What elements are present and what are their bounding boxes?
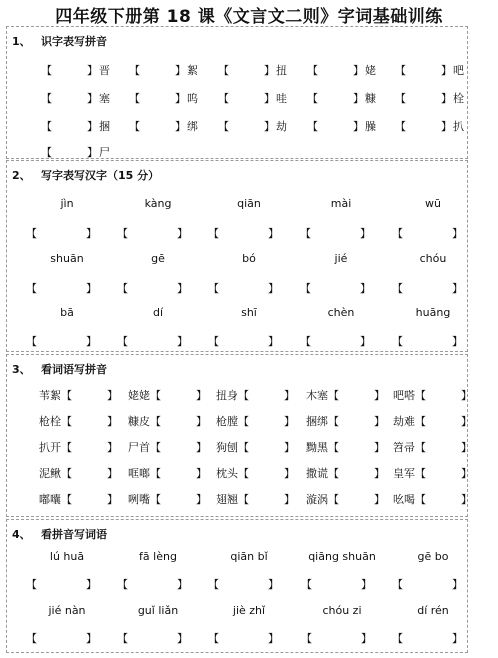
word-blank-2[interactable] — [117, 576, 207, 592]
open-bracket: 【 — [150, 389, 161, 402]
open-bracket: 【 — [61, 389, 72, 402]
open-bracket: 【 — [307, 92, 318, 105]
open-bracket: 【 — [300, 227, 311, 240]
word-pinyin-6: jié nàn — [48, 604, 86, 617]
open-bracket: 【 — [392, 632, 403, 645]
close-bracket: 】 — [353, 120, 364, 133]
close-bracket: 】 — [374, 389, 385, 402]
open-bracket: 【 — [129, 64, 140, 77]
pinyin-blank-8[interactable] — [218, 90, 298, 106]
pinyin-12: dí — [152, 306, 164, 319]
close-bracket: 】 — [86, 578, 97, 591]
open-bracket: 【 — [395, 92, 406, 105]
close-bracket: 】 — [361, 632, 372, 645]
open-bracket: 【 — [238, 415, 249, 428]
close-bracket: 】 — [196, 441, 207, 454]
close-bracket: 】 — [461, 493, 472, 506]
pinyin-11: bā — [60, 306, 74, 319]
close-bracket: 】 — [353, 64, 364, 77]
close-bracket: 】 — [452, 578, 463, 591]
section-4-number: 4、 — [12, 528, 31, 541]
open-bracket: 【 — [392, 282, 403, 295]
close-bracket: 】 — [177, 282, 188, 295]
char-blank-14[interactable] — [300, 333, 390, 349]
pinyin-7: gē — [151, 252, 165, 265]
close-bracket: 】 — [196, 467, 207, 480]
word-blank-24[interactable] — [306, 491, 390, 507]
close-bracket: 】 — [87, 120, 98, 133]
close-bracket: 】 — [360, 227, 371, 240]
char-10: 栓 — [453, 92, 464, 105]
char-15: 扒 — [453, 120, 464, 133]
char-blank-2[interactable] — [117, 225, 207, 241]
open-bracket: 【 — [41, 92, 52, 105]
close-bracket: 】 — [264, 120, 275, 133]
word-2: 姥姥 — [128, 389, 150, 402]
word-22: 咧嘴 — [128, 493, 150, 506]
open-bracket: 【 — [415, 493, 426, 506]
word-pinyin-4: qiāng shuān — [308, 550, 376, 563]
section-4 — [6, 519, 468, 653]
word-6: 枪栓 — [39, 415, 61, 428]
close-bracket: 】 — [452, 632, 463, 645]
close-bracket: 】 — [374, 467, 385, 480]
char-blank-6[interactable] — [26, 280, 116, 296]
word-blank-4[interactable] — [301, 576, 391, 592]
open-bracket: 【 — [208, 282, 219, 295]
word-12: 尸首 — [128, 441, 150, 454]
word-blank-7[interactable] — [128, 413, 212, 429]
word-blank-25[interactable] — [393, 491, 477, 507]
open-bracket: 【 — [129, 92, 140, 105]
word-15: 笤帚 — [393, 441, 415, 454]
word-18: 枕头 — [216, 467, 238, 480]
close-bracket: 】 — [175, 64, 186, 77]
open-bracket: 【 — [208, 227, 219, 240]
pinyin-2: kàng — [144, 197, 172, 210]
word-24: 漩涡 — [306, 493, 328, 506]
close-bracket: 】 — [461, 415, 472, 428]
open-bracket: 【 — [41, 120, 52, 133]
section-1-number: 1、 — [12, 35, 31, 48]
char-7: 呜 — [187, 92, 198, 105]
word-blank-8[interactable] — [216, 413, 300, 429]
word-blank-8[interactable] — [208, 630, 298, 646]
section-3 — [6, 354, 472, 517]
word-1: 苇絮 — [39, 389, 61, 402]
open-bracket: 【 — [117, 227, 128, 240]
open-bracket: 【 — [150, 441, 161, 454]
word-10: 劫难 — [393, 415, 415, 428]
pinyin-blank-14[interactable] — [307, 118, 387, 134]
close-bracket: 】 — [284, 389, 295, 402]
word-8: 枪膛 — [216, 415, 238, 428]
word-17: 哐啷 — [128, 467, 150, 480]
open-bracket: 【 — [395, 64, 406, 77]
word-3: 扭身 — [216, 389, 238, 402]
worksheet-title: 四年级下册第 18 课《文言文二则》字词基础训练 — [55, 7, 443, 27]
pinyin-blank-1[interactable] — [41, 62, 121, 78]
word-blank-15[interactable] — [393, 439, 477, 455]
char-8: 哇 — [276, 92, 287, 105]
open-bracket: 【 — [415, 441, 426, 454]
open-bracket: 【 — [218, 120, 229, 133]
close-bracket: 】 — [284, 415, 295, 428]
word-23: 翅翘 — [216, 493, 238, 506]
word-blank-10[interactable] — [393, 413, 477, 429]
pinyin-blank-5[interactable] — [395, 62, 475, 78]
word-21: 嘟囔 — [39, 493, 61, 506]
char-12: 绑 — [187, 120, 198, 133]
open-bracket: 【 — [328, 493, 339, 506]
open-bracket: 【 — [328, 389, 339, 402]
pinyin-9: jié — [334, 252, 348, 265]
open-bracket: 【 — [61, 467, 72, 480]
word-blank-19[interactable] — [306, 465, 390, 481]
close-bracket: 】 — [86, 282, 97, 295]
section-2-heading: 写字表写汉字（15 分） — [41, 169, 160, 182]
word-blank-21[interactable] — [39, 491, 123, 507]
word-13: 狗刨 — [216, 441, 238, 454]
open-bracket: 【 — [26, 282, 37, 295]
open-bracket: 【 — [415, 467, 426, 480]
open-bracket: 【 — [300, 335, 311, 348]
close-bracket: 】 — [87, 64, 98, 77]
open-bracket: 【 — [117, 335, 128, 348]
open-bracket: 【 — [150, 415, 161, 428]
char-11: 捆 — [99, 120, 110, 133]
word-7: 糠皮 — [128, 415, 150, 428]
char-blank-10[interactable] — [392, 280, 482, 296]
open-bracket: 【 — [41, 64, 52, 77]
word-blank-11[interactable] — [39, 439, 123, 455]
word-blank-4[interactable] — [306, 387, 390, 403]
pinyin-blank-4[interactable] — [307, 62, 387, 78]
open-bracket: 【 — [129, 120, 140, 133]
word-20: 皇军 — [393, 467, 415, 480]
close-bracket: 】 — [107, 441, 118, 454]
char-blank-4[interactable] — [300, 225, 390, 241]
close-bracket: 】 — [268, 282, 279, 295]
close-bracket: 】 — [86, 227, 97, 240]
pinyin-blank-2[interactable] — [129, 62, 209, 78]
char-4: 姥 — [365, 64, 376, 77]
close-bracket: 】 — [452, 227, 463, 240]
close-bracket: 】 — [107, 467, 118, 480]
close-bracket: 】 — [284, 493, 295, 506]
word-25: 吆喝 — [393, 493, 415, 506]
open-bracket: 【 — [238, 389, 249, 402]
char-blank-8[interactable] — [208, 280, 298, 296]
close-bracket: 】 — [374, 441, 385, 454]
pinyin-3: qiān — [237, 197, 261, 210]
word-blank-14[interactable] — [306, 439, 390, 455]
close-bracket: 】 — [177, 227, 188, 240]
pinyin-6: shuān — [50, 252, 84, 265]
word-blank-6[interactable] — [26, 630, 116, 646]
close-bracket: 】 — [360, 335, 371, 348]
word-11: 扒开 — [39, 441, 61, 454]
section-2-number: 2、 — [12, 169, 31, 182]
close-bracket: 】 — [452, 335, 463, 348]
close-bracket: 】 — [461, 389, 472, 402]
word-blank-6[interactable] — [39, 413, 123, 429]
open-bracket: 【 — [208, 632, 219, 645]
close-bracket: 】 — [461, 467, 472, 480]
word-blank-5[interactable] — [392, 576, 482, 592]
close-bracket: 】 — [196, 415, 207, 428]
word-blank-1[interactable] — [26, 576, 116, 592]
open-bracket: 【 — [392, 227, 403, 240]
char-16: 尸 — [99, 146, 110, 159]
word-blank-16[interactable] — [39, 465, 123, 481]
pinyin-13: shī — [241, 306, 257, 319]
pinyin-blank-9[interactable] — [307, 90, 387, 106]
open-bracket: 【 — [218, 64, 229, 77]
pinyin-15: huāng — [415, 306, 451, 319]
open-bracket: 【 — [301, 578, 312, 591]
char-2: 絮 — [187, 64, 198, 77]
close-bracket: 】 — [268, 227, 279, 240]
word-blank-13[interactable] — [216, 439, 300, 455]
word-blank-1[interactable] — [39, 387, 123, 403]
word-pinyin-9: chóu zi — [322, 604, 362, 617]
char-blank-3[interactable] — [208, 225, 298, 241]
word-pinyin-1: lú huā — [49, 550, 85, 563]
close-bracket: 】 — [268, 335, 279, 348]
pinyin-blank-12[interactable] — [129, 118, 209, 134]
open-bracket: 【 — [26, 335, 37, 348]
char-blank-9[interactable] — [300, 280, 390, 296]
char-blank-1[interactable] — [26, 225, 116, 241]
char-blank-5[interactable] — [392, 225, 482, 241]
char-blank-12[interactable] — [117, 333, 207, 349]
pinyin-blank-16[interactable] — [41, 144, 121, 160]
word-pinyin-2: fā lèng — [139, 550, 177, 563]
close-bracket: 】 — [361, 578, 372, 591]
close-bracket: 】 — [175, 92, 186, 105]
word-blank-23[interactable] — [216, 491, 300, 507]
word-blank-3[interactable] — [208, 576, 298, 592]
close-bracket: 】 — [177, 335, 188, 348]
char-1: 晋 — [99, 64, 110, 77]
word-blank-22[interactable] — [128, 491, 212, 507]
close-bracket: 】 — [87, 146, 98, 159]
pinyin-blank-6[interactable] — [41, 90, 121, 106]
char-3: 扭 — [276, 64, 287, 77]
pinyin-blank-15[interactable] — [395, 118, 475, 134]
open-bracket: 【 — [61, 415, 72, 428]
open-bracket: 【 — [328, 415, 339, 428]
pinyin-5: wū — [425, 197, 441, 210]
word-blank-7[interactable] — [117, 630, 207, 646]
close-bracket: 】 — [441, 64, 452, 77]
section-3-heading: 看词语写拼音 — [41, 363, 107, 376]
pinyin-blank-7[interactable] — [129, 90, 209, 106]
pinyin-4: mài — [330, 197, 352, 210]
open-bracket: 【 — [301, 632, 312, 645]
pinyin-blank-3[interactable] — [218, 62, 298, 78]
close-bracket: 】 — [452, 282, 463, 295]
char-blank-13[interactable] — [208, 333, 298, 349]
pinyin-blank-11[interactable] — [41, 118, 121, 134]
section-3-number: 3、 — [12, 363, 31, 376]
word-19: 撒谎 — [306, 467, 328, 480]
word-blank-12[interactable] — [128, 439, 212, 455]
word-16: 泥鳅 — [39, 467, 61, 480]
pinyin-8: bó — [242, 252, 256, 265]
open-bracket: 【 — [41, 146, 52, 159]
word-pinyin-7: guǐ liǎn — [137, 604, 179, 617]
close-bracket: 】 — [86, 335, 97, 348]
word-blank-17[interactable] — [128, 465, 212, 481]
word-blank-2[interactable] — [128, 387, 212, 403]
close-bracket: 】 — [264, 92, 275, 105]
open-bracket: 【 — [61, 493, 72, 506]
close-bracket: 】 — [86, 632, 97, 645]
open-bracket: 【 — [328, 467, 339, 480]
open-bracket: 【 — [392, 578, 403, 591]
word-14: 黝黑 — [306, 441, 328, 454]
section-1 — [6, 26, 468, 159]
close-bracket: 】 — [374, 493, 385, 506]
close-bracket: 】 — [177, 578, 188, 591]
close-bracket: 】 — [107, 389, 118, 402]
open-bracket: 【 — [26, 578, 37, 591]
char-5: 吧 — [453, 64, 464, 77]
open-bracket: 【 — [328, 441, 339, 454]
open-bracket: 【 — [208, 578, 219, 591]
close-bracket: 】 — [353, 92, 364, 105]
close-bracket: 】 — [360, 282, 371, 295]
open-bracket: 【 — [307, 64, 318, 77]
word-pinyin-3: qiān bǐ — [230, 550, 268, 563]
word-blank-18[interactable] — [216, 465, 300, 481]
open-bracket: 【 — [300, 282, 311, 295]
open-bracket: 【 — [395, 120, 406, 133]
open-bracket: 【 — [26, 632, 37, 645]
char-blank-15[interactable] — [392, 333, 482, 349]
open-bracket: 【 — [415, 389, 426, 402]
close-bracket: 】 — [107, 415, 118, 428]
word-blank-3[interactable] — [216, 387, 300, 403]
open-bracket: 【 — [117, 282, 128, 295]
open-bracket: 【 — [61, 441, 72, 454]
open-bracket: 【 — [150, 493, 161, 506]
open-bracket: 【 — [208, 335, 219, 348]
close-bracket: 】 — [284, 441, 295, 454]
close-bracket: 】 — [87, 92, 98, 105]
open-bracket: 【 — [150, 467, 161, 480]
open-bracket: 【 — [26, 227, 37, 240]
pinyin-10: chóu — [419, 252, 447, 265]
close-bracket: 】 — [284, 467, 295, 480]
pinyin-1: jìn — [60, 197, 74, 210]
open-bracket: 【 — [218, 92, 229, 105]
char-9: 糠 — [365, 92, 376, 105]
word-blank-5[interactable] — [393, 387, 477, 403]
close-bracket: 】 — [441, 92, 452, 105]
section-4-heading: 看拼音写词语 — [41, 528, 107, 541]
char-blank-11[interactable] — [26, 333, 116, 349]
open-bracket: 【 — [117, 578, 128, 591]
open-bracket: 【 — [117, 632, 128, 645]
word-pinyin-5: gē bo — [417, 550, 449, 563]
word-blank-10[interactable] — [392, 630, 482, 646]
word-blank-9[interactable] — [301, 630, 391, 646]
open-bracket: 【 — [307, 120, 318, 133]
close-bracket: 】 — [374, 415, 385, 428]
word-blank-9[interactable] — [306, 413, 390, 429]
open-bracket: 【 — [238, 441, 249, 454]
word-pinyin-10: dí rén — [417, 604, 449, 617]
word-blank-20[interactable] — [393, 465, 477, 481]
word-5: 吧嗒 — [393, 389, 415, 402]
open-bracket: 【 — [238, 493, 249, 506]
close-bracket: 】 — [196, 389, 207, 402]
open-bracket: 【 — [415, 415, 426, 428]
pinyin-blank-10[interactable] — [395, 90, 475, 106]
close-bracket: 】 — [107, 493, 118, 506]
word-pinyin-8: jiè zhǐ — [232, 604, 266, 617]
close-bracket: 】 — [268, 578, 279, 591]
char-13: 劫 — [276, 120, 287, 133]
section-1-heading: 识字表写拼音 — [41, 35, 107, 48]
close-bracket: 】 — [264, 64, 275, 77]
close-bracket: 】 — [196, 493, 207, 506]
word-9: 捆绑 — [306, 415, 328, 428]
open-bracket: 【 — [392, 335, 403, 348]
pinyin-14: chèn — [327, 306, 355, 319]
open-bracket: 【 — [238, 467, 249, 480]
close-bracket: 】 — [177, 632, 188, 645]
close-bracket: 】 — [268, 632, 279, 645]
char-14: 臊 — [365, 120, 376, 133]
close-bracket: 】 — [441, 120, 452, 133]
pinyin-blank-13[interactable] — [218, 118, 298, 134]
section-2 — [6, 160, 468, 352]
char-6: 塞 — [99, 92, 110, 105]
close-bracket: 】 — [175, 120, 186, 133]
char-blank-7[interactable] — [117, 280, 207, 296]
word-4: 木塞 — [306, 389, 328, 402]
close-bracket: 】 — [461, 441, 472, 454]
